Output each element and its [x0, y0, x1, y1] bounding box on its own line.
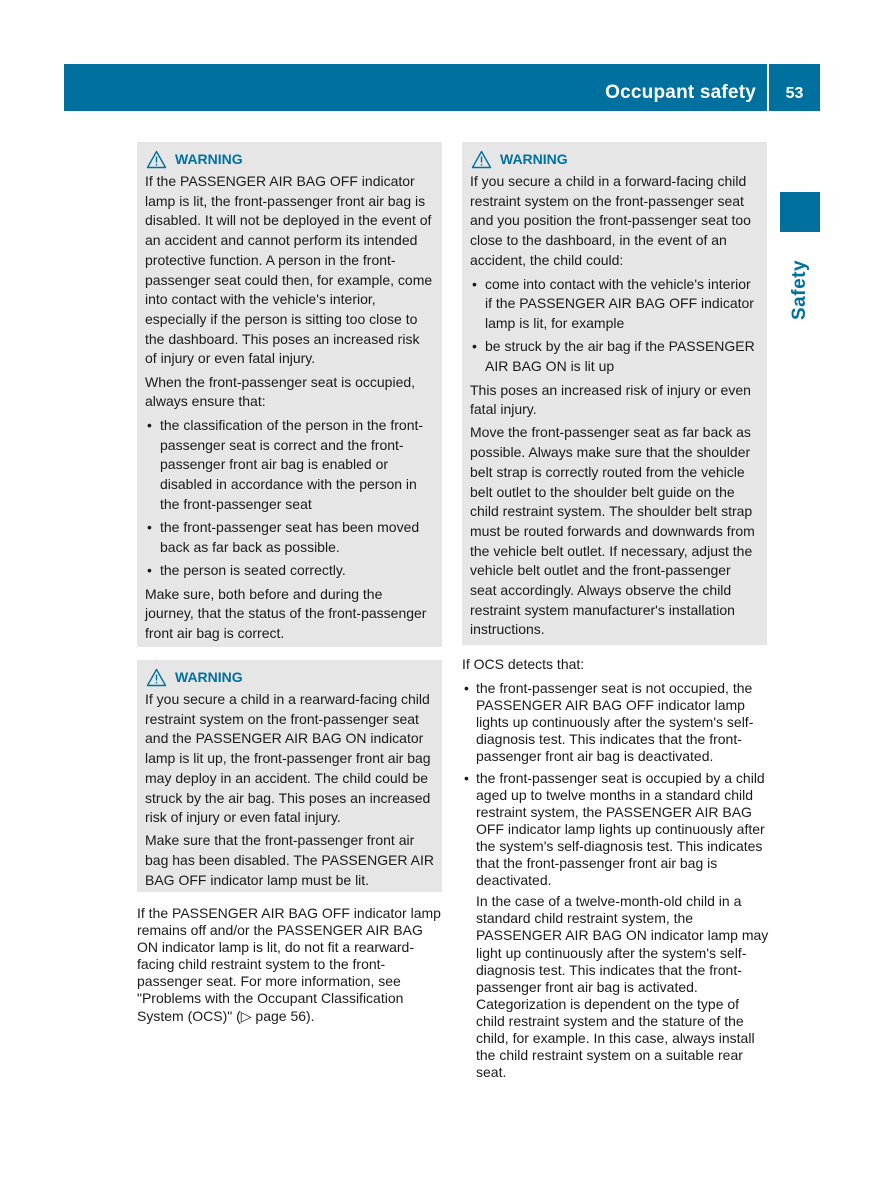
ocs-list: [462, 680, 770, 1081]
list-item: • the person is seated correctly.: [145, 561, 434, 581]
warning-label: WARNING: [175, 669, 243, 685]
warning-heading: [145, 150, 434, 169]
section-title: Occupant safety: [605, 82, 756, 103]
warning-heading: [145, 668, 434, 687]
header-bar: [64, 64, 820, 111]
warning-label: WARNING: [175, 151, 243, 167]
list-item: • come into contact with the vehicle's interior if the PASSENGER AIR BAG OFF indicator lamp is lit, for example: [470, 275, 759, 334]
page-number: 53: [785, 85, 804, 102]
body-text-left: [137, 905, 442, 1025]
warning-box-3: [462, 142, 767, 645]
warning-bullet-list: [470, 275, 759, 377]
body-text-right: [462, 656, 770, 1085]
warning-label: WARNING: [500, 151, 568, 167]
warning-paragraph: When the front-passenger seat is occupied, always ensure that:: [145, 373, 416, 410]
list-item-continuation: In the case of a twelve-month-old child in a standard child restraint system, the PASSENGER AIR BAG ON indicator lamp may light up continuously after the system's self-diagnosis test. This indicates that the front-passenger front air bag is activated. Categorization is dependent on the type of child restraint system and the stature of the child, for example. In this case, always install the child restraint system on a suitable rear seat.: [476, 893, 769, 1081]
warning-box-1: [137, 142, 442, 647]
warning-paragraph: Make sure that the front-passenger front air bag has been disabled. The PASSENGER AIR BAG OFF indicator lamp must be lit.: [145, 832, 434, 888]
list-item: [462, 770, 770, 1082]
list-item-text: the front-passenger seat is occupied by a child aged up to twelve months in a standard child restraint system, the PASSENGER AIR BAG OFF indicator lamp lights up continuously after the system's self-diagnosis test. This indicates that the front-passenger front air bag is deactivated.: [476, 769, 765, 889]
list-item: • the classification of the person in the front-passenger seat is correct and the front-passenger front air bag is enabled or disabled in accordance with the person in the front-passenger seat: [145, 416, 434, 515]
warning-paragraph: If the PASSENGER AIR BAG OFF indicator lamp is lit, the front-passenger front air bag is disabled. It will not be deployed in the event of an accident and cannot perform its intended protective function. A person in the front-passenger seat could then, for example, come into contact with the vehicle's interior, especially if the person is sitting too close to the dashboard. This poses an increased risk of injury or even fatal injury.: [145, 173, 433, 367]
list-item: • the front-passenger seat has been moved back as far back as possible.: [145, 518, 434, 557]
list-item-text: the front-passenger seat is not occupied, the PASSENGER AIR BAG OFF indicator lamp lights up continuously after the system's self-diagnosis test. This indicates that the front-passenger front air bag is deactivated.: [476, 680, 754, 765]
warning-box-2: [137, 660, 442, 892]
body-paragraph: If the PASSENGER AIR BAG OFF indicator lamp remains off and/or the PASSENGER AIR BAG ON indicator lamp is lit, do not fit a rearward-facing child restraint system to the front-passenger seat. For more information, see "Problems with the Occupant Classification System (OCS)" (▷ page 56).: [137, 905, 441, 1024]
ocs-intro: If OCS detects that:: [462, 656, 585, 672]
warning-paragraph: If you secure a child in a rearward-facing child restraint system on the front-passenger seat and the PASSENGER AIR BAG ON indicator lamp is lit up, the front-passenger front air bag may deploy in an accident. The child could be struck by the air bag. This poses an increased risk of injury or even fatal injury.: [145, 691, 431, 826]
warning-triangle-icon: [146, 150, 167, 169]
warning-paragraph: If you secure a child in a forward-facing child restraint system on the front-passenger seat and you position the front-passenger seat too close to the dashboard, in the event of an accident, the child could:: [470, 173, 751, 268]
warning-paragraph: This poses an increased risk of injury or even fatal injury.: [470, 381, 751, 418]
warning-triangle-icon: [471, 150, 492, 169]
list-item: [462, 680, 770, 765]
warning-bullet-list: [145, 416, 434, 581]
warning-heading: [470, 150, 759, 169]
warning-paragraph: Move the front-passenger seat as far back as possible. Always make sure that the shoulder belt strap is correctly routed from the vehicle belt outlet to the shoulder belt guide on the child restraint system. The shoulder belt strap must be routed forwards and downwards from the vehicle belt outlet. If necessary, adjust the vehicle belt outlet and the front-passenger seat accordingly. Always observe the child restraint system manufacturer's installation instructions.: [470, 424, 755, 638]
warning-paragraph: Make sure, both before and during the journey, that the status of the front-passenger front air bag is correct.: [145, 585, 427, 641]
side-tab-label: Safety: [789, 259, 810, 320]
list-item: • be struck by the air bag if the PASSENGER AIR BAG ON is lit up: [470, 337, 759, 376]
warning-triangle-icon: [146, 668, 167, 687]
